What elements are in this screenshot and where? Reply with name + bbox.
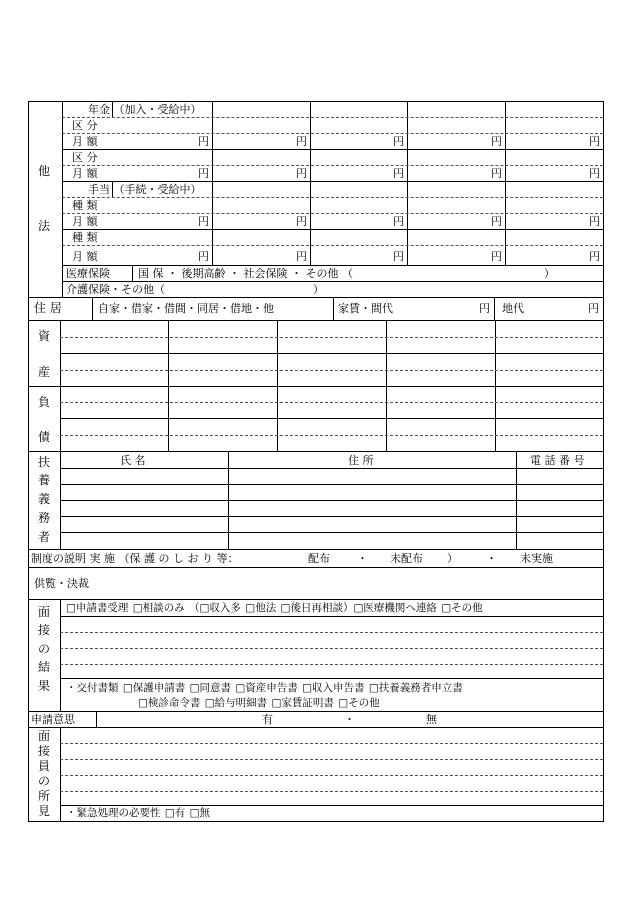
opinion-label-divider	[60, 727, 61, 821]
sep-debts	[28, 451, 604, 452]
care-close-paren: ）	[313, 283, 324, 296]
dependents-label-3: 義	[38, 492, 51, 506]
yen-unit: 円	[491, 215, 502, 228]
intent-no[interactable]: 無	[426, 713, 437, 726]
medical-label-divider	[132, 265, 133, 281]
yen-unit: 円	[491, 250, 502, 263]
viewing-approval-label: 供覧・決裁	[34, 577, 89, 590]
opinion-label-2: 接	[38, 744, 51, 758]
sep-other-law	[28, 297, 604, 298]
row-line	[62, 165, 603, 166]
dependents-line	[60, 500, 603, 501]
dependents-label-5: 者	[38, 530, 51, 544]
col-divider-4	[505, 101, 506, 265]
assets-debts-label-divider	[60, 320, 61, 451]
border-top	[28, 101, 604, 102]
emergency-necessity[interactable]: ・緊急処理の必要性 □有 □無	[66, 807, 211, 819]
opinion-label-6: 見	[38, 804, 51, 818]
dependents-col-name: 氏 名	[120, 454, 146, 467]
explanation-not-distributed: 未配布	[390, 552, 423, 565]
housing-options: 自家・借家・借間・同居・借地・他	[98, 302, 274, 315]
yen-unit: 円	[589, 167, 600, 180]
assets-line	[60, 337, 603, 338]
sep-explanation	[28, 567, 604, 568]
opinion-label-1: 面	[38, 729, 51, 743]
sep-result	[28, 711, 604, 712]
opinion-line	[60, 775, 603, 776]
sep-viewing	[28, 599, 604, 600]
row-line	[62, 181, 603, 182]
explanation-dot: ・	[357, 552, 368, 565]
medical-insurance-label: 医療保険	[66, 267, 110, 280]
assets-line	[60, 353, 603, 354]
row-line	[62, 197, 603, 198]
result-label-5: 果	[38, 679, 51, 693]
yen-unit: 円	[296, 215, 307, 228]
yen-unit: 円	[393, 135, 404, 148]
issued-documents-line-1[interactable]: ・交付書類 □保護申請書 □同意書 □資産申告書 □収入申告書 □扶養義務者申立書	[66, 682, 463, 694]
row-line	[62, 245, 603, 246]
intent-divider	[96, 711, 97, 727]
explanation-close: ）	[447, 552, 458, 565]
debts-line	[60, 402, 603, 403]
medical-close-paren: ）	[544, 267, 555, 280]
amount-label: 月 額	[72, 167, 98, 180]
result-label-2: 接	[38, 623, 51, 637]
col-divider-2	[310, 101, 311, 265]
result-label-4: 結	[38, 660, 51, 674]
explanation-dot: ・	[486, 552, 497, 565]
row-line	[62, 213, 603, 214]
category-label: 区 分	[72, 151, 98, 164]
assets-line	[60, 370, 603, 371]
assets-label-1: 資	[38, 329, 51, 343]
land-rent-label: 地代	[502, 302, 524, 315]
col-divider-1	[212, 101, 213, 265]
intent-label: 申請意思	[31, 713, 75, 726]
assets-col-4	[495, 320, 496, 451]
housing-divider-1	[92, 297, 93, 320]
result-options[interactable]: □申請書受理 □相談のみ （□収入多 □他法 □後日再相談）□医療機関へ連絡 □その他	[66, 602, 483, 614]
opinion-line	[60, 759, 603, 760]
dependents-label-2: 養	[38, 473, 51, 487]
debts-line	[60, 418, 603, 419]
result-label-3: の	[38, 642, 51, 656]
explanation-label: 制度の説明 実 施 （保 護 の し お り 等：	[31, 552, 239, 565]
row-line	[62, 149, 603, 150]
other-law-label-1: 他	[38, 164, 51, 178]
dependents-label-1: 扶	[38, 455, 51, 469]
result-line	[60, 632, 603, 633]
issued-documents-line-2[interactable]: □検診命令書 □給与明細書 □家賃証明書 □その他	[138, 697, 380, 709]
result-line	[60, 678, 603, 679]
yen-unit: 円	[393, 250, 404, 263]
pension-header: 年金 （加入・受給中）	[88, 103, 202, 116]
row-line	[62, 229, 603, 230]
debts-label-1: 負	[38, 395, 51, 409]
care-insurance-label: 介護保険・その他（	[66, 283, 165, 296]
rent-label: 家賃・間代	[338, 302, 393, 315]
yen-unit: 円	[198, 215, 209, 228]
housing-divider-3	[494, 297, 495, 320]
row-line	[62, 133, 603, 134]
sep-assets	[28, 386, 604, 387]
opinion-label-4: の	[38, 774, 51, 788]
sep-housing	[28, 320, 604, 321]
intent-dot: ・	[344, 713, 355, 726]
amount-label: 月 額	[72, 250, 98, 263]
yen-unit: 円	[491, 135, 502, 148]
assets-col-3	[386, 320, 387, 451]
yen-unit: 円	[589, 215, 600, 228]
sep-intent	[28, 727, 604, 728]
dependents-line	[60, 532, 603, 533]
debts-label-2: 債	[38, 430, 51, 444]
medical-insurance-options: 国 保 ・ 後期高齢 ・ 社会保険 ・ その他 （	[138, 267, 353, 280]
dependents-col-address: 住 所	[348, 454, 374, 467]
assets-col-1	[168, 320, 169, 451]
result-line	[60, 616, 603, 617]
border-bottom	[28, 821, 604, 822]
housing-divider-2	[333, 297, 334, 320]
explanation-distributed: 配布	[308, 552, 330, 565]
other-law-label-2: 法	[38, 219, 51, 233]
assets-col-2	[277, 320, 278, 451]
amount-label: 月 額	[72, 215, 98, 228]
yen-unit: 円	[393, 167, 404, 180]
yen-unit: 円	[198, 135, 209, 148]
opinion-line	[60, 805, 603, 806]
yen-unit: 円	[491, 167, 502, 180]
yen-unit: 円	[589, 135, 600, 148]
type-label: 種 類	[72, 199, 98, 212]
opinion-line	[60, 791, 603, 792]
opinion-line	[60, 743, 603, 744]
dependents-line	[60, 484, 603, 485]
explanation-not-done: 未実施	[520, 552, 553, 565]
row-line	[62, 265, 603, 266]
allowance-header: 手当 （手続・受給中）	[88, 183, 202, 196]
row-line	[62, 117, 603, 118]
type-label: 種 類	[72, 231, 98, 244]
dependents-line	[60, 516, 603, 517]
other-law-label-divider	[62, 101, 63, 297]
opinion-label-5: 所	[38, 789, 51, 803]
row-line	[62, 281, 603, 282]
dependents-col-phone: 電 話 番 号	[530, 454, 585, 467]
yen-unit: 円	[589, 250, 600, 263]
assets-label-2: 産	[38, 365, 51, 379]
border-left	[28, 101, 29, 822]
yen-unit: 円	[296, 250, 307, 263]
result-label-1: 面	[38, 605, 51, 619]
yen-unit: 円	[393, 215, 404, 228]
yen-unit: 円	[296, 167, 307, 180]
yen-unit: 円	[296, 135, 307, 148]
amount-label: 月 額	[72, 135, 98, 148]
dependents-label-4: 務	[38, 511, 51, 525]
intent-yes[interactable]: 有	[262, 713, 273, 726]
dependents-line	[60, 468, 603, 469]
sep-dependents	[28, 549, 604, 550]
yen-unit: 円	[198, 167, 209, 180]
col-divider-3	[407, 101, 408, 265]
yen-unit: 円	[588, 302, 599, 315]
housing-label: 住 居	[34, 301, 62, 315]
debts-line	[60, 435, 603, 436]
result-line	[60, 648, 603, 649]
yen-unit: 円	[198, 250, 209, 263]
result-line	[60, 664, 603, 665]
category-label: 区 分	[72, 119, 98, 132]
opinion-label-3: 員	[38, 759, 51, 773]
border-right	[603, 101, 604, 822]
yen-unit: 円	[479, 302, 490, 315]
